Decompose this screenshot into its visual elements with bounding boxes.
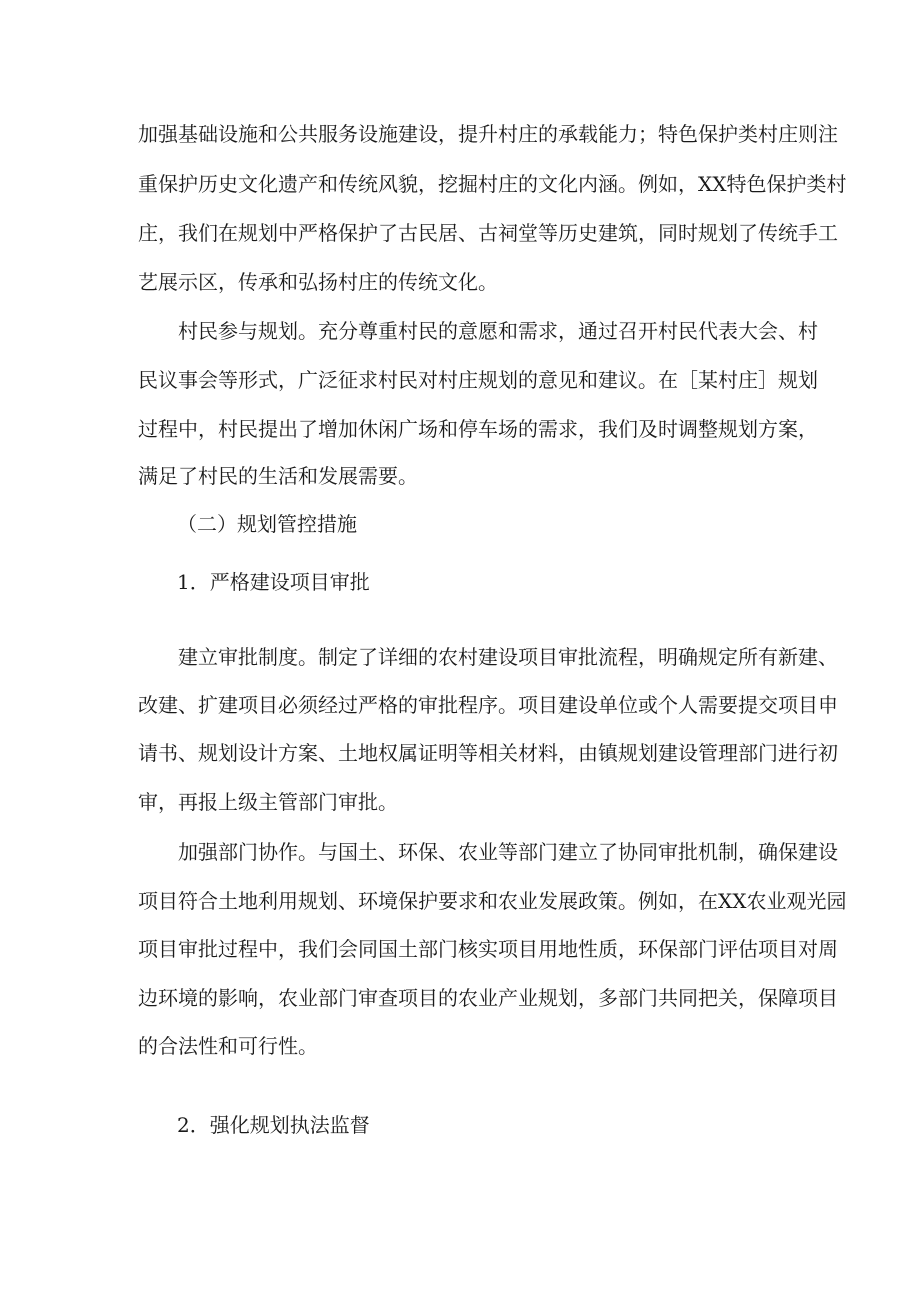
paragraph-line: 改建、扩建项目必须经过严格的审批程序。项目建设单位或个人需要提交项目申 <box>138 693 838 717</box>
paragraph-line: 请书、规划设计方案、土地权属证明等相关材料，由镇规划建设管理部门进行初 <box>138 741 838 765</box>
sub-heading: 2．强化规划执法监督 <box>177 1113 370 1137</box>
paragraph-line: 庄，我们在规划中严格保护了古民居、古祠堂等历史建筑，同时规划了传统手工 <box>138 221 838 245</box>
paragraph-line: 边环境的影响，农业部门审查项目的农业产业规划，多部门共同把关，保障项目 <box>138 986 838 1010</box>
paragraph-line: 过程中，村民提出了增加休闲广场和停车场的需求，我们及时调整规划方案， <box>138 417 818 441</box>
paragraph-line: 村民参与规划。充分尊重村民的意愿和需求，通过召开村民代表大会、村 <box>178 319 818 343</box>
paragraph-line: 项目符合土地利用规划、环境保护要求和农业发展政策。例如，在XX农业观光园 <box>138 889 847 913</box>
paragraph-line: 项目审批过程中，我们会同国土部门核实项目用地性质，环保部门评估项目对周 <box>138 937 838 961</box>
section-heading: （二）规划管控措施 <box>177 512 357 536</box>
paragraph-line: 加强基础设施和公共服务设施建设，提升村庄的承载能力；特色保护类村庄则注 <box>138 122 838 146</box>
paragraph-line: 审，再报上级主管部门审批。 <box>138 790 398 814</box>
paragraph-line: 满足了村民的生活和发展需要。 <box>138 464 418 488</box>
paragraph-line: 的合法性和可行性。 <box>138 1034 318 1058</box>
paragraph-line: 建立审批制度。制定了详细的农村建设项目审批流程，明确规定所有新建、 <box>178 645 838 669</box>
paragraph-line: 重保护历史文化遗产和传统风貌，挖掘村庄的文化内涵。例如，XX特色保护类村 <box>138 172 847 196</box>
sub-heading: 1．严格建设项目审批 <box>177 570 370 594</box>
paragraph-line: 加强部门协作。与国土、环保、农业等部门建立了协同审批机制，确保建设 <box>178 840 838 864</box>
paragraph-line: 艺展示区，传承和弘扬村庄的传统文化。 <box>138 270 498 294</box>
paragraph-line: 民议事会等形式，广泛征求村民对村庄规划的意见和建议。在［某村庄］规划 <box>138 368 818 392</box>
